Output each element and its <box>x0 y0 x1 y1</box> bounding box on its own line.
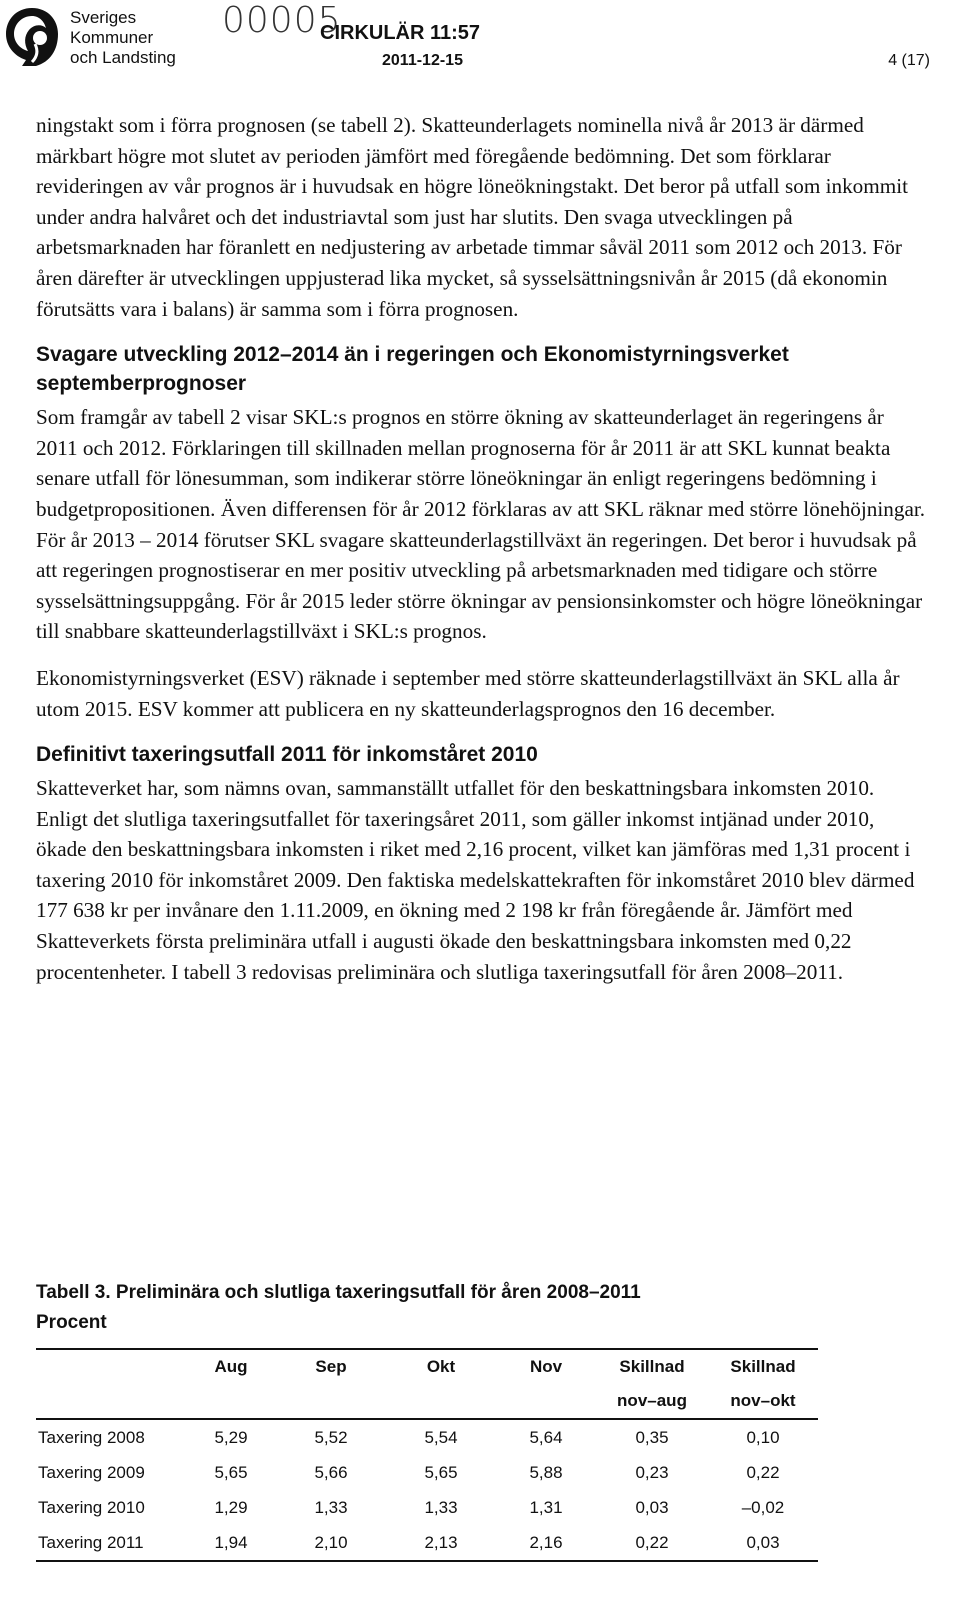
table-cell: 2,13 <box>386 1525 496 1561</box>
header-cell: Skillnad <box>596 1349 708 1384</box>
table-cell: 1,33 <box>314 1497 348 1517</box>
page-number: 4 (17) <box>888 52 930 69</box>
circular-number: CIRKULÄR 11:57 <box>320 22 481 44</box>
table-row <box>36 1490 818 1525</box>
subheader-cell: nov–okt <box>708 1384 818 1419</box>
table-cell: 1,94 <box>186 1525 276 1561</box>
header-cell: Nov <box>496 1349 596 1384</box>
document-stamp-number: 00005 <box>222 0 342 41</box>
table-row <box>36 1419 818 1455</box>
table-row <box>36 1455 818 1490</box>
header-cell <box>36 1349 186 1384</box>
row-label: Taxering 2011 <box>36 1525 186 1561</box>
row-label: Taxering 2008 <box>38 1427 145 1447</box>
header-cell: Okt <box>386 1349 496 1384</box>
table-cell: 0,10 <box>746 1427 780 1447</box>
org-line-1: Sveriges <box>70 8 137 27</box>
subheader-cell: nov–aug <box>596 1384 708 1419</box>
table-title: Tabell 3. Preliminära och slutliga taxeringsutfall för åren 2008–2011 <box>36 1282 641 1303</box>
skl-logo-icon <box>2 4 62 68</box>
table-cell: 1,29 <box>214 1497 248 1517</box>
table-subheader-row <box>36 1384 818 1419</box>
table-cell: 0,22 <box>746 1462 780 1482</box>
paragraph-2: Som framgår av tabell 2 visar SKL:s prognos en större ökning av skatteunderlaget än regeringens år 2011 och 2012. Förklaringen till skillnaden mellan prognoserna för år 2011 är att SKL kunnat beakta senare utfall för lönesumman, som indikerar större löneökningar än enligt regeringens bedömning i budgetpropositionen. Även differensen för år 2012 förklaras av att SKL räknar med större lönehöjningar. För år 2013 – 2014 förutser SKL svagare skatteunderlagstillväxt än regeringen. Det beror i huvudsak på att regeringen prognostiserar en mer positiv utveckling på arbetsmarknaden med tidigare och större sysselsättningsuppgång. För år 2015 leder större ökningar av pensionsinkomster och högre löneökningar till snabbare skatteunderlagstillväxt i SKL:s prognos. <box>36 405 926 644</box>
organization-name <box>70 8 176 68</box>
subheader-cell <box>386 1384 496 1419</box>
paragraph-4: Skatteverket har, som nämns ovan, sammanställt utfallet för den beskattningsbara inkomsten 2010. Enligt det slutliga taxeringsutfallet för taxeringsåret 2011, som gäller inkomst intjänad under 2010, ökade den beskattningsbara inkomsten i riket med 2,16 procent, vilket kan jämföras med 1,31 procent i taxering 2010 för inkomståret 2009. Den faktiska medelskattekraften för inkomståret 2010 blev därmed 177 638 kr per invånare den 1.11.2009, en ökning med 2 198 kr från föregående år. Jämfört med Skatteverkets första preliminära utfall i augusti ökade den beskattningsbara inkomsten med 0,22 procentenheter. I tabell 3 redovisas preliminära och slutliga taxeringsutfall för åren 2008–2011. <box>36 776 915 984</box>
table-cell: 5,52 <box>314 1427 348 1447</box>
table-cell: 0,03 <box>635 1497 669 1517</box>
paragraph-3: Ekonomistyrningsverket (ESV) räknade i september med större skatteunderlagstillväxt än SKL alla år utom 2015. ESV kommer att publicera en ny skatteunderlagsprognos den 16 december. <box>36 665 900 721</box>
table-unit: Procent <box>36 1312 107 1333</box>
table-header-row <box>36 1349 818 1384</box>
org-line-3: och Landsting <box>70 48 176 67</box>
table-cell: 0,35 <box>635 1427 669 1447</box>
row-label: Taxering 2009 <box>38 1462 145 1482</box>
taxation-table <box>36 1348 818 1562</box>
table-row <box>36 1525 818 1561</box>
table-caption <box>36 1278 641 1338</box>
table-cell: 5,54 <box>424 1427 458 1447</box>
subheader-cell <box>276 1384 386 1419</box>
subheader-cell <box>36 1384 186 1419</box>
org-line-2: Kommuner <box>70 28 154 47</box>
subheader-cell <box>496 1384 596 1419</box>
header-cell: Skillnad <box>708 1349 818 1384</box>
table-cell: 5,29 <box>214 1427 248 1447</box>
subheader-cell <box>186 1384 276 1419</box>
table-cell: 0,22 <box>596 1525 708 1561</box>
section-heading-1: Svagare utveckling 2012–2014 än i regeringen och Ekonomistyrningsverket septemberprognoser <box>36 343 789 396</box>
header-cell: Aug <box>186 1349 276 1384</box>
row-label: Taxering 2010 <box>38 1497 145 1517</box>
document-date: 2011-12-15 <box>382 52 463 69</box>
table-cell: 5,88 <box>529 1462 563 1482</box>
table-cell: 2,16 <box>496 1525 596 1561</box>
header-cell: Sep <box>276 1349 386 1384</box>
table-cell: 5,65 <box>214 1462 248 1482</box>
table-cell: 1,31 <box>529 1497 563 1517</box>
table-cell: 5,66 <box>314 1462 348 1482</box>
table-cell: 1,33 <box>424 1497 458 1517</box>
table-cell: 0,03 <box>708 1525 818 1561</box>
table-cell: –0,02 <box>741 1497 785 1517</box>
table-cell: 5,65 <box>424 1462 458 1482</box>
table-cell: 5,64 <box>529 1427 563 1447</box>
table-cell: 0,23 <box>635 1462 669 1482</box>
section-heading-2: Definitivt taxeringsutfall 2011 för inkomståret 2010 <box>36 743 538 767</box>
table-cell: 2,10 <box>276 1525 386 1561</box>
paragraph-1: ningstakt som i förra prognosen (se tabell 2). Skatteunderlagets nominella nivå år 2013 är därmed märkbart högre mot slutet av perioden jämfört med föregående bedömning. Det som förklarar revideringen av vår prognos är i huvudsak en högre löneökningstakt. Det beror på utfall som inkommit under andra halvåret och det industriavtal som just har slutits. Den svaga utvecklingen på arbetsmarknaden har föranlett en nedjustering av arbetade timmar såväl 2011 som 2012 och 2013. För åren därefter är utvecklingen uppjusterad lika mycket, så sysselsättningsnivån år 2015 (då ekonomin förutsätts vara i balans) är samma som i förra prognosen. <box>36 113 909 321</box>
document-body <box>36 110 926 1003</box>
